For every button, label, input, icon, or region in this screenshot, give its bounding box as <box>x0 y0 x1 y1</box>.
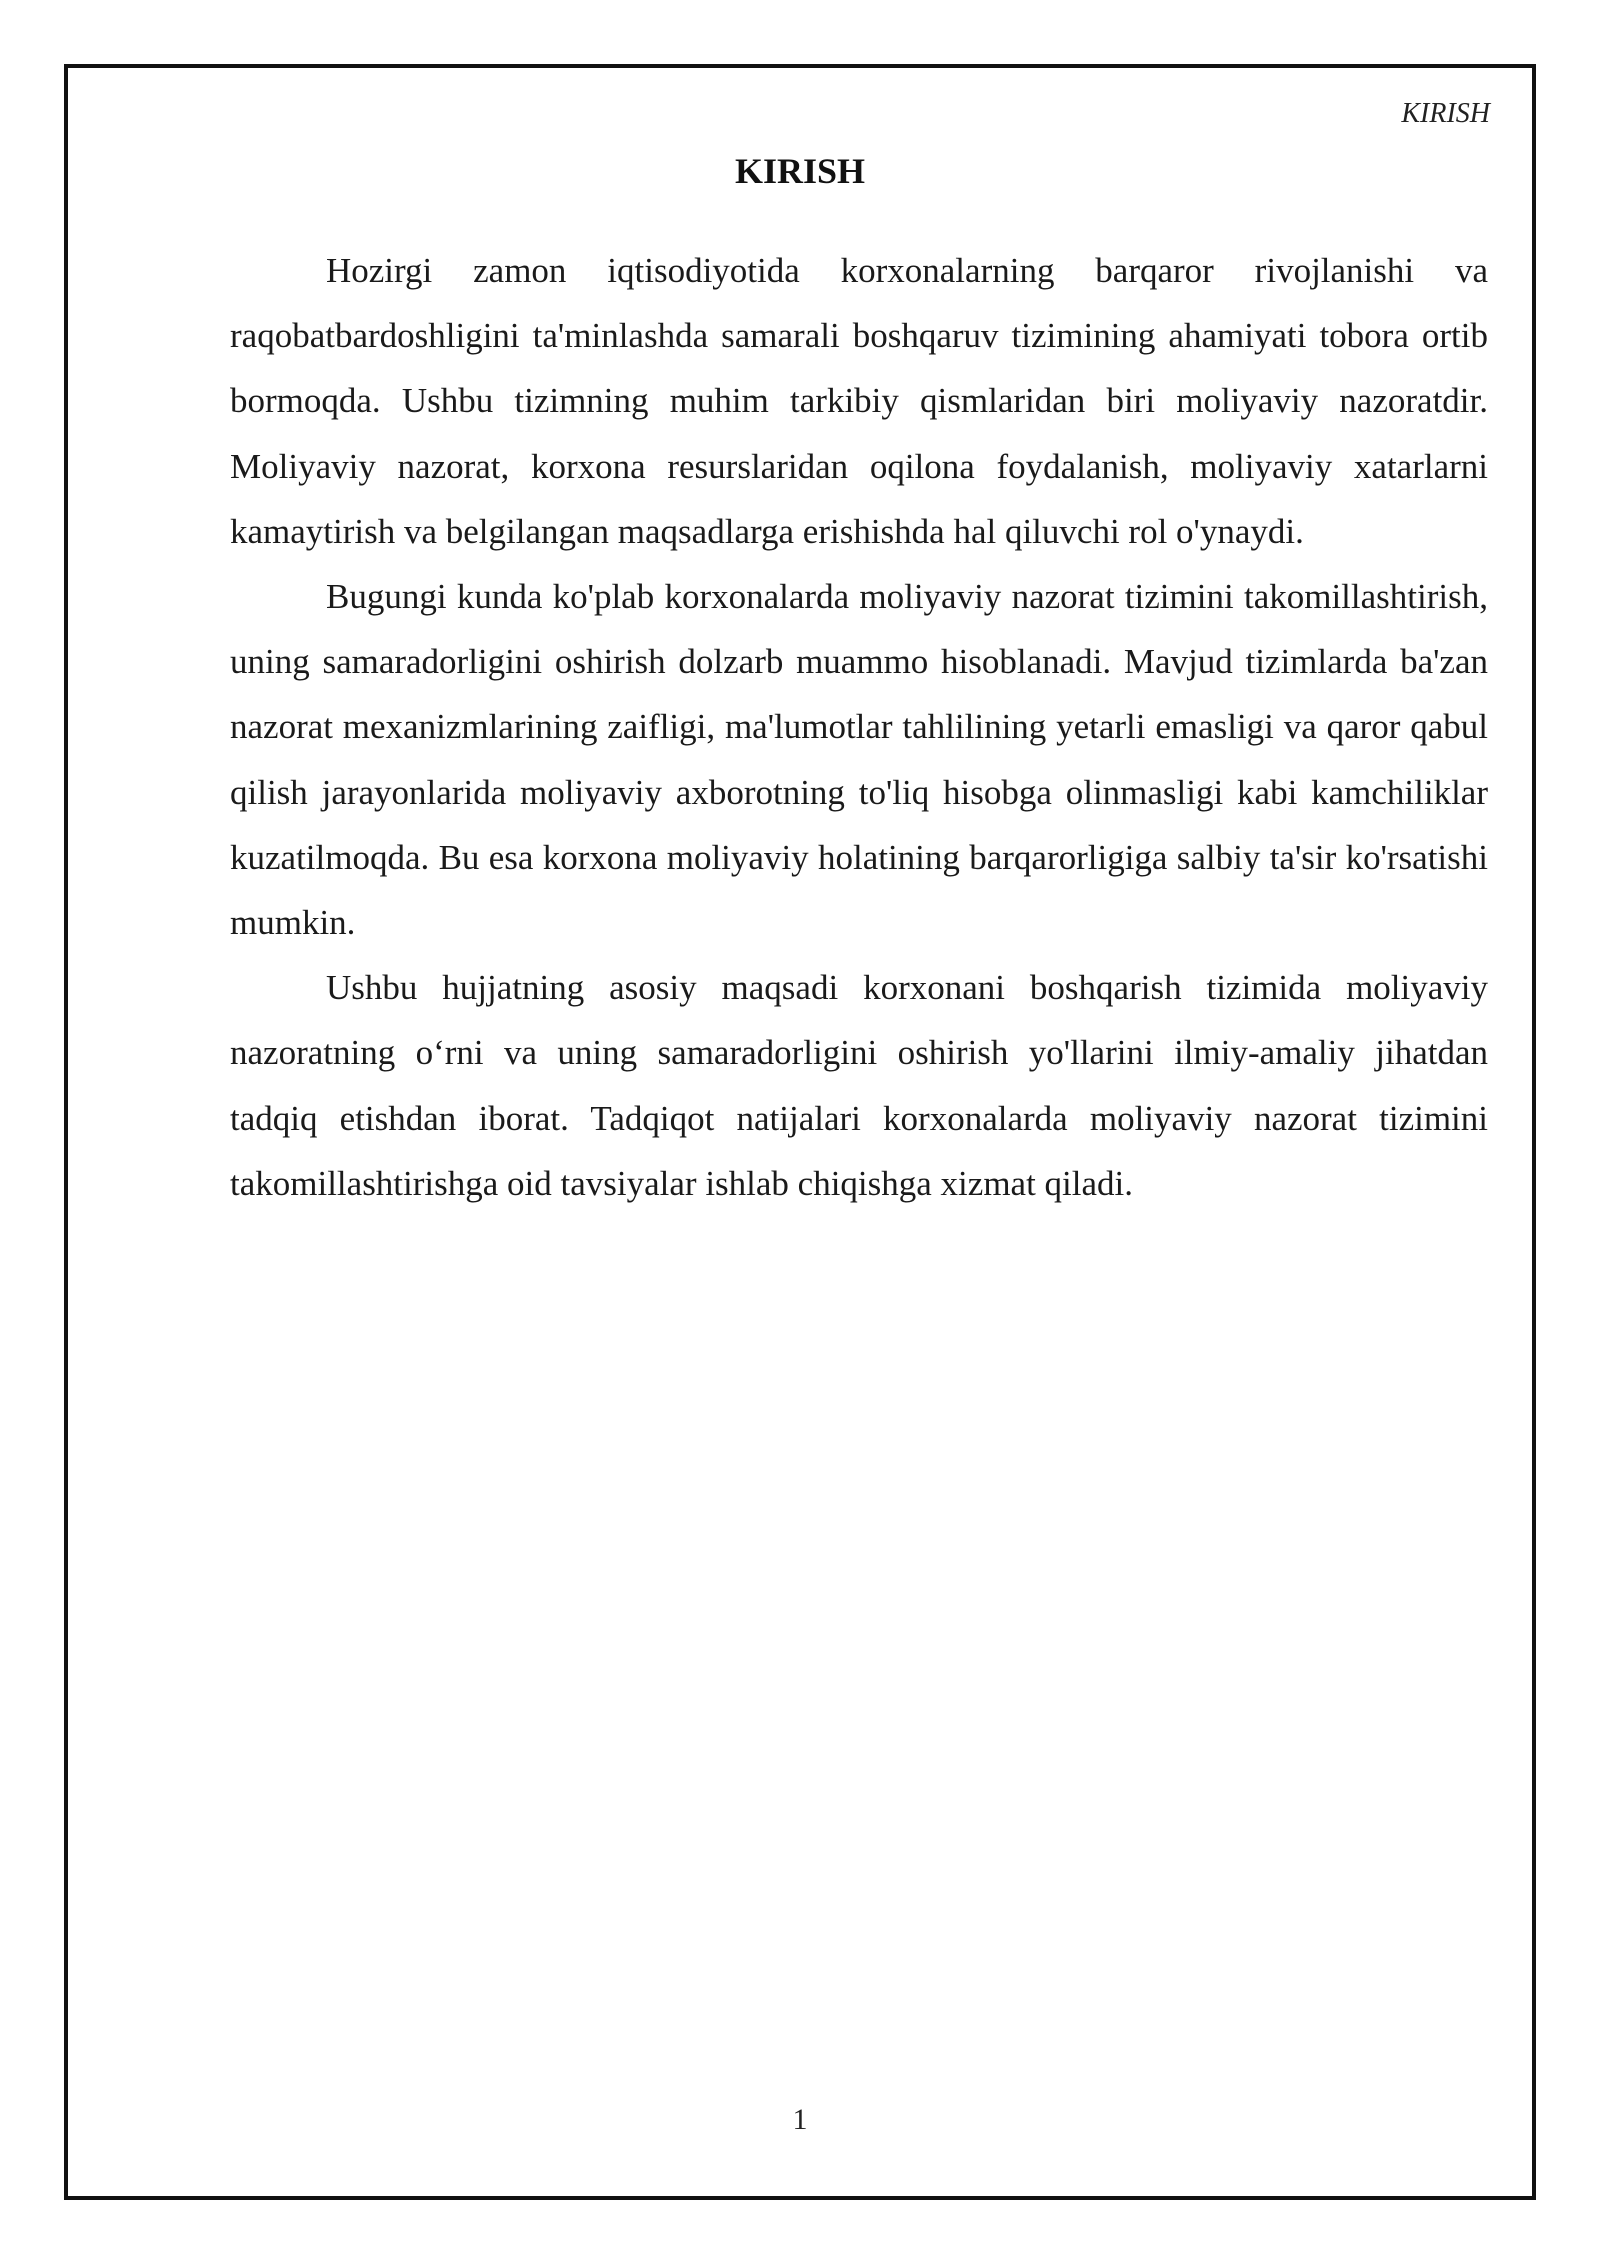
running-header: KIRISH <box>1401 98 1490 129</box>
page-number: 1 <box>792 2103 808 2136</box>
paragraph: Ushbu hujjatning asosiy maqsadi korxonani boshqarish tizimida moliyaviy nazoratning o‘rni va uning samaradorligini oshirish yo'llarini ilmiy-amaliy jihatdan tadqiq etishdan iborat. Tadqiqot natijalari korxonalarda moliyaviy nazorat tizimini takomillashtirishga oid tavsiyalar ishlab chiqishga xizmat qiladi. <box>230 968 1488 1203</box>
page-title: KIRISH <box>734 151 866 191</box>
paragraph: Hozirgi zamon iqtisodiyotida korxonalarning barqaror rivojlanishi va raqobatbardoshligini ta'minlashda samarali boshqaruv tizimining ahamiyati tobora ortib bormoqda. Ushbu tizimning muhim tarkibiy qismlaridan biri moliyaviy nazoratdir. Moliyaviy nazorat, korxona resurslaridan oqilona foydalanish, moliyaviy xatarlarni kamaytirish va belgilangan maqsadlarga erishishda hal qiluvchi rol o'ynaydi. <box>230 251 1488 551</box>
document-body <box>230 238 1488 1216</box>
paragraph: Bugungi kunda ko'plab korxonalarda moliyaviy nazorat tizimini takomillashtirish, uning samaradorligini oshirish dolzarb muammo hisoblanadi. Mavjud tizimlarda ba'zan nazorat mexanizmlarining zaifligi, ma'lumotlar tahlilining yetarli emasligi va qaror qabul qilish jarayonlarida moliyaviy axborotning to'liq hisobga olinmasligi kabi kamchiliklar kuzatilmoqda. Bu esa korxona moliyaviy holatining barqarorligiga salbiy ta'sir ko'rsatishi mumkin. <box>230 577 1488 943</box>
